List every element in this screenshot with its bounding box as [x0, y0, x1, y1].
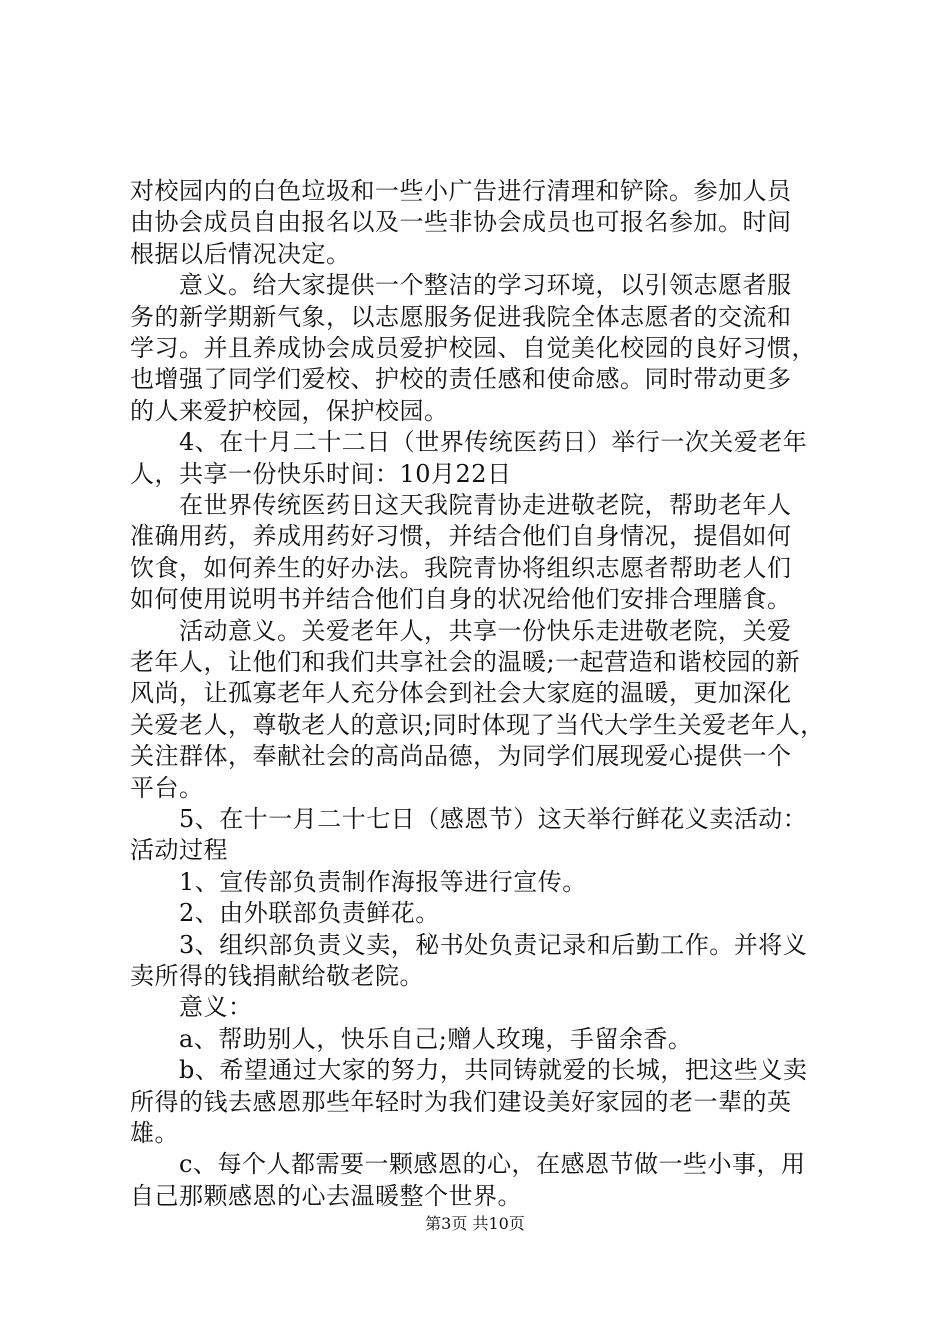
text-line: 意义： — [130, 993, 253, 1022]
text-line: 由协会成员自由报名以及一些非协会成员也可报名参加。时间 — [130, 208, 792, 237]
text-line: 平台。 — [130, 773, 204, 802]
text-line: 1、宣传部负责制作海报等进行宣传。 — [130, 867, 587, 896]
text-line: 雄。 — [130, 1119, 179, 1147]
text-line: 对校园内的白色垃圾和一些小广告进行清理和铲除。参加人员 — [130, 177, 792, 205]
text-line: a、帮助别人，快乐自己;赠人玫瑰，手留余香。 — [130, 1024, 693, 1053]
text-line: 的人来爱护校园，保护校园。 — [130, 396, 449, 425]
text-line: 关爱老人，尊敬老人的意识;同时体现了当代大学生关爱老年人， — [130, 710, 825, 739]
text-line: c、每个人都需要一颗感恩的心，在感恩节做一些小事，用 — [130, 1150, 806, 1179]
text-line: 根据以后情况决定。 — [130, 239, 351, 268]
text-line: 风尚，让孤寡老年人充分体会到社会大家庭的温暖，更加深化 — [130, 679, 792, 708]
text-line: 学习。并且养成协会成员爱护校园、自觉美化校园的良好习惯， — [130, 334, 816, 362]
page-number-footer: 第3页 共10页 — [425, 1214, 525, 1233]
text-line: 2、由外联部负责鲜花。 — [130, 899, 440, 928]
text-line: 如何使用说明书并结合他们自身的状况给他们安排合理膳食。 — [130, 585, 792, 614]
text-line: 3、组织部负责义卖，秘书处负责记录和后勤工作。并将义 — [130, 930, 808, 959]
text-line: 所得的钱去感恩那些年轻时为我们建设美好家园的老一辈的英 — [130, 1087, 792, 1116]
text-line: 也增强了同学们爱校、护校的责任感和使命感。同时带动更多 — [130, 365, 792, 394]
text-line: 准确用药，养成用药好习惯，并结合他们自身情况，提倡如何 — [130, 522, 792, 551]
text-line: 老年人，让他们和我们共享社会的温暖;一起营造和谐校园的新 — [130, 648, 801, 676]
text-line: 人，共享一份快乐时间：10月22日 — [130, 459, 512, 488]
text-line: 务的新学期新气象，以志愿服务促进我院全体志愿者的交流和 — [130, 302, 792, 331]
text-line: 活动意义。关爱老年人，共享一份快乐走进敬老院，关爱 — [130, 616, 792, 645]
text-line: 自己那颗感恩的心去温暖整个世界。 — [130, 1181, 522, 1210]
text-line: 在世界传统医药日这天我院青协走进敬老院，帮助老年人 — [130, 491, 792, 519]
text-line: 饮食，如何养生的好办法。我院青协将组织志愿者帮助老人们 — [130, 553, 792, 582]
text-line: 活动过程 — [130, 836, 228, 865]
text-line: 卖所得的钱捐献给敬老院。 — [130, 962, 424, 990]
text-line: 关注群体，奉献社会的高尚品德，为同学们展现爱心提供一个 — [130, 742, 792, 771]
text-line: 意义。给大家提供一个整洁的学习环境，以引领志愿者服 — [130, 271, 792, 300]
text-line: b、希望通过大家的努力，共同铸就爱的长城，把这些义卖 — [130, 1056, 808, 1085]
text-line: 4、在十月二十二日（世界传统医药日）举行一次关爱老年 — [130, 428, 808, 457]
text-line: 5、在十一月二十七日（感恩节）这天举行鲜花义卖活动： — [130, 805, 808, 833]
